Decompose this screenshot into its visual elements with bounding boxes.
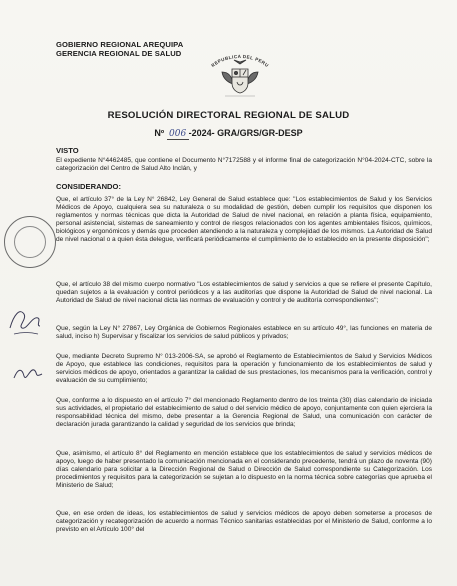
org-line-1: GOBIERNO REGIONAL AREQUIPA <box>56 40 184 49</box>
handwritten-number: 006 <box>167 130 189 140</box>
paragraph-7: Que, en ese orden de ideas, los establecimientos de salud y servicios médicos de apoyo deben someterse a procesos de categorización y recategorización de acuerdo a normas Técnico sanitarias establecidas por el Ministerio de Salud, conforme a lo previsto en el Artículo 100° del <box>56 510 432 534</box>
considerando-heading: CONSIDERANDO: <box>56 182 121 191</box>
paragraph-6: Que, asimismo, el artículo 8° del Reglamento en mención establece que los establecimientos de salud y servicios médicos de apoyo, luego de haber presentado la comunicación mencionada en el considerando precedente, tendrá un plazo de noventa (90) días calendario para solicitar a la Dirección Regional de Salud o Dirección de Salud correspondiente su Categorización. Los procedimientos y requisitos para la categorización se sujetan a lo dispuesto en la norma técnica sobre categorías que aprueba el Ministerio de Salud; <box>56 450 432 490</box>
coat-of-arms-icon <box>195 50 285 98</box>
visto-heading: VISTO <box>56 146 79 155</box>
document-title: RESOLUCIÓN DIRECTORAL REGIONAL DE SALUD <box>107 110 350 121</box>
org-line-2: GERENCIA REGIONAL DE SALUD <box>56 49 182 58</box>
paragraph-2: Que, el artículo 38 del mismo cuerpo normativo "Los establecimientos de salud y servicios a que se refiere el presente Capítulo, quedan sujetos a la evaluación y control periódicos y a las auditorías que dispone la Autoridad de Salud de nivel nacional. La Autoridad de Salud de nivel nacional dicta las normas de evaluación y control y de auditoría correspondientes"; <box>56 281 432 305</box>
letterhead <box>56 40 183 58</box>
number-suffix: -2024- GRA/GRS/GR-DESP <box>188 128 303 138</box>
paragraph-4: Que, mediante Decreto Supremo N° 013-2006-SA, se aprobó el Reglamento de Establecimientos de Salud y Servicios Médicos de Apoyo, que establece las condiciones, requisitos para la operación y funcionamiento de los establecimientos de salud y servicios médicos de apoyo, orientados a garantizar la calidad de sus prestaciones, los mecanismos para la verificación, control y evaluación de su cumplimiento; <box>56 353 432 385</box>
resolution-number <box>0 128 457 140</box>
visto-paragraph: El expediente N°4462485, que contiene el Documento N°7172588 y el informe final de categorización N°04-2024-CTC, sobre la categorización del Centro de Salud Alto Inclán, y <box>56 157 432 173</box>
paragraph-5: Que, conforme a lo dispuesto en el artículo 7° del mencionado Reglamento dentro de los treinta (30) días calendario de iniciada sus actividades, el propietario del establecimiento de salud o del servicio médico de apoyo, conjuntamente con quien ejerciera la responsabilidad técnica del mismo, debe presentar a la Gerencia Regional de Salud, una comunicación con carácter de declaración jurada garantizando la calidad y seguridad de los servicios que brinda; <box>56 397 432 429</box>
paragraph-3: Que, según la Ley N° 27867, Ley Orgánica de Gobiernos Regionales establece en su artículo 49°, las funciones en materia de salud, inciso h) Supervisar y fiscalizar los servicios de salud públicos y privados; <box>56 325 432 341</box>
paragraph-1: Que, el artículo 37° de la Ley N° 26842, Ley General de Salud establece que: "Los establecimientos de Salud y los Servicios Médicos de Apoyo, cualquiera sea su naturaleza o su modalidad de gestión, deben cumplir los requisitos que disponen los reglamentos y normas técnicas que dicta la Autoridad de Salud de nivel nacional, en relación a planta física, equipamiento, personal asistencial, sistemas de saneamiento y control de riesgos relacionados con los agentes ambientales físicos, químicos, biológicos y ergonómicos y demás que proceden atendiendo a la naturaleza y complejidad de los mismos. La Autoridad de Salud de nivel nacional o a quien ésta delegue, verificará periódicamente el cumplimiento de lo establecido en la presente disposición"; <box>56 196 432 244</box>
number-prefix: Nº <box>154 128 165 138</box>
seal-text: REPUBLICA DEL PERU <box>210 53 270 69</box>
handwritten-initials-mark <box>4 300 46 340</box>
handwritten-signature-mark <box>10 362 46 386</box>
official-stamp <box>4 216 56 268</box>
